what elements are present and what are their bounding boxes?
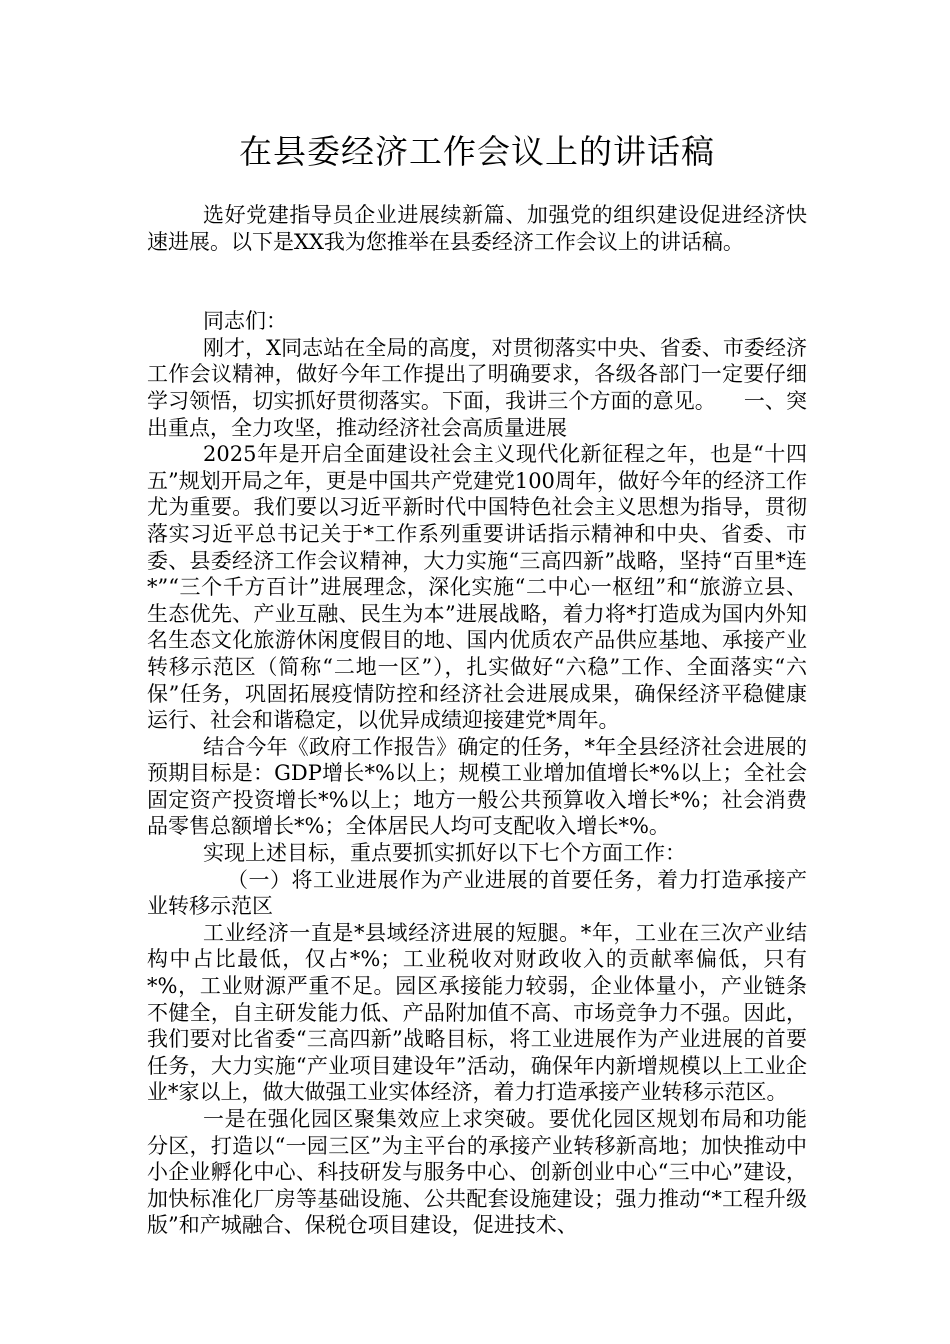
- sub-heading-1: （一）将工业进展作为产业进展的首要任务，着力打造承接产业转移示范区: [147, 867, 807, 919]
- intro-paragraph: 选好党建指导员企业进展续新篇、加强党的组织建设促进经济快速进展。以下是XX我为您推举在县委经济工作会议上的讲话稿。: [147, 203, 807, 254]
- paragraph-opening: [147, 335, 807, 441]
- paragraph-targets: 结合今年《政府工作报告》确定的任务，*年全县经济社会进展的预期目标是：GDP增长*%以上；规模工业增加值增长*%以上；全社会固定资产投资增长*%以上；地方一般公共预算收入增长*%；社会消费品零售总额增长*%；全体居民人均可支配收入增长*%。: [147, 734, 807, 839]
- document-title: 在县委经济工作会议上的讲话稿: [239, 132, 715, 171]
- paragraph-industry: 工业经济一直是*县域经济进展的短腿。*年，工业在三次产业结构中占比最低，仅占*%；工业税收对财政收入的贡献率偏低，只有*%，工业财源严重不足。园区承接能力较弱，企业体量小，产业链条不健全，自主研发能力低、产品附加值不高、市场竞争力不强。因此，我们要对比省委“三高四新”战略目标，将工业进展作为产业进展的首要任务，大力实施“产业项目建设年”活动，确保年内新增规模以上工业企业*家以上，做大做强工业实体经济，着力打造承接产业转移示范区。: [147, 920, 807, 1105]
- paragraph-2025-goals: 2025年是开启全面建设社会主义现代化新征程之年，也是“十四五”规划开局之年，更是中国共产党建党100周年，做好今年的经济工作尤为重要。我们要以习近平新时代中国特色社会主义思想为指导，贯彻落实习近平总书记关于*工作系列重要讲话指示精神和中央、省委、市委、县委经济工作会议精神，大力实施“三高四新”战略，坚持“百里*连*”“三个千方百计”进展理念，深化实施“二中心一枢纽”和“旅游立县、生态优先、产业互融、民生为本”进展战略，着力将*打造成为国内外知名生态文化旅游休闲度假目的地、国内优质农产品供应基地、承接产业转移示范区（简称“二地一区”），扎实做好“六稳”工作、全面落实“六保”任务，巩固拓展疫情防控和经济社会进展成果，确保经济平稳健康运行、社会和谐稳定，以优异成绩迎接建党*周年。: [147, 442, 807, 733]
- paragraph-seven-tasks: 实现上述目标，重点要抓实抓好以下七个方面工作：: [203, 841, 686, 866]
- blank-space: [147, 255, 807, 308]
- paragraph-park-breakthrough: 一是在强化园区聚集效应上求突破。要优化园区规划布局和功能分区，打造以“一园三区”为主平台的承接产业转移新高地；加快推动中小企业孵化中心、科技研发与服务中心、创新创业中心“三中心”建设，加快标准化厂房等基础设施、公共配套设施建设；强力推动“*工程升级版”和产城融合、保税仓项目建设，促进技术、: [147, 1107, 807, 1238]
- salutation: 同志们：: [203, 309, 287, 334]
- paragraph-opening-text: 刚才，X同志站在全局的高度，对贯彻落实中央、省委、市委经济工作会议精神，做好今年工作提出了明确要求，各级各部门一定要仔细学习领悟，切实抓好贯彻落实。下面，我讲三个方面的意见。: [147, 335, 807, 413]
- document-page: [147, 0, 807, 1239]
- section-heading-1: 一、突出重点，全力攻坚，推动经济社会高质量进展: [147, 388, 807, 440]
